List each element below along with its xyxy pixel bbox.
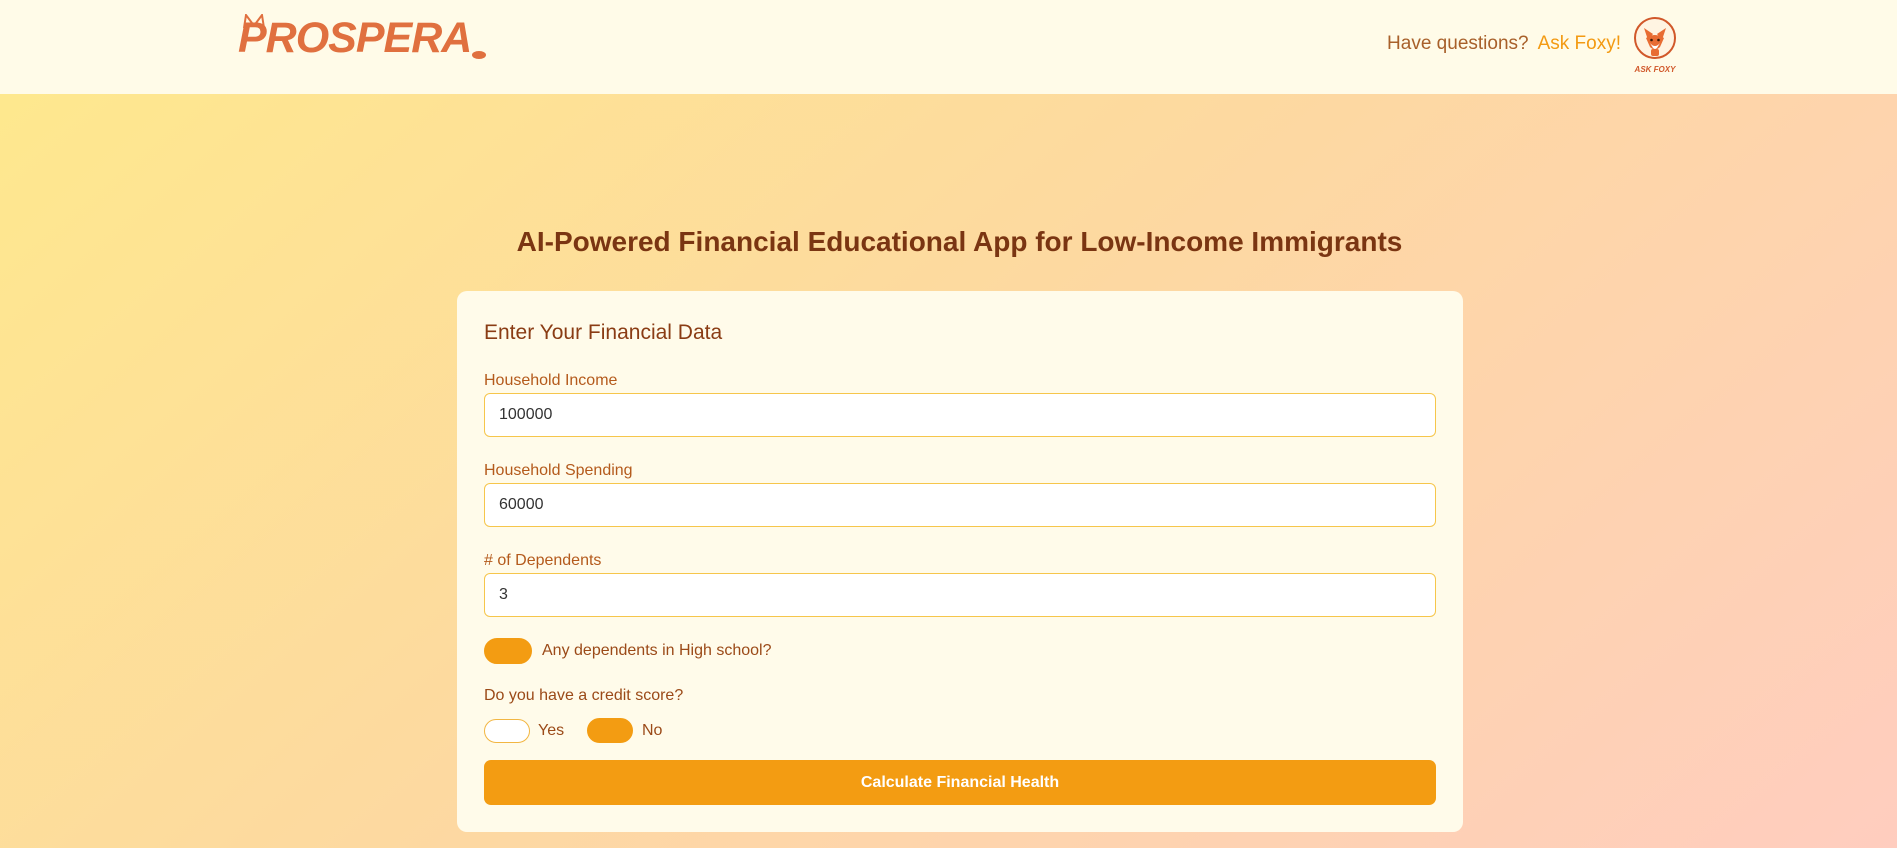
- credit-score-yes-label: Yes: [538, 722, 565, 739]
- high-school-toggle-label: Any dependents in High school?: [542, 642, 772, 659]
- household-income-label: Household Income: [484, 372, 618, 389]
- credit-score-yes-toggle[interactable]: [484, 719, 530, 743]
- high-school-toggle[interactable]: [484, 638, 532, 664]
- household-income-input[interactable]: [484, 393, 1436, 437]
- fox-ears-icon: [242, 14, 266, 28]
- logo-text: PROSPERA: [238, 14, 472, 62]
- fox-avatar-icon: [1631, 16, 1679, 62]
- ask-foxy-link[interactable]: Ask Foxy!: [1537, 33, 1621, 54]
- help-area: [1387, 16, 1679, 72]
- top-header: [0, 0, 1897, 94]
- credit-score-no-label: No: [642, 722, 663, 739]
- page-title: AI-Powered Financial Educational App for Low-Income Immigrants: [516, 226, 1403, 257]
- ask-foxy-avatar[interactable]: [1631, 16, 1679, 72]
- fox-tail-icon: [471, 46, 487, 60]
- card-heading: Enter Your Financial Data: [484, 321, 723, 344]
- prospera-logo[interactable]: [238, 6, 487, 60]
- household-spending-label: Household Spending: [484, 462, 633, 479]
- household-spending-input[interactable]: [484, 483, 1436, 527]
- credit-score-question: Do you have a credit score?: [484, 687, 684, 704]
- dependents-label: # of Dependents: [484, 552, 602, 569]
- calculate-financial-health-button[interactable]: Calculate Financial Health: [484, 760, 1436, 805]
- dependents-input[interactable]: [484, 573, 1436, 617]
- avatar-caption: ASK FOXY: [1634, 65, 1676, 74]
- financial-data-card: [457, 291, 1463, 832]
- credit-score-no-toggle[interactable]: [587, 718, 633, 743]
- help-text: Have questions?: [1387, 33, 1529, 54]
